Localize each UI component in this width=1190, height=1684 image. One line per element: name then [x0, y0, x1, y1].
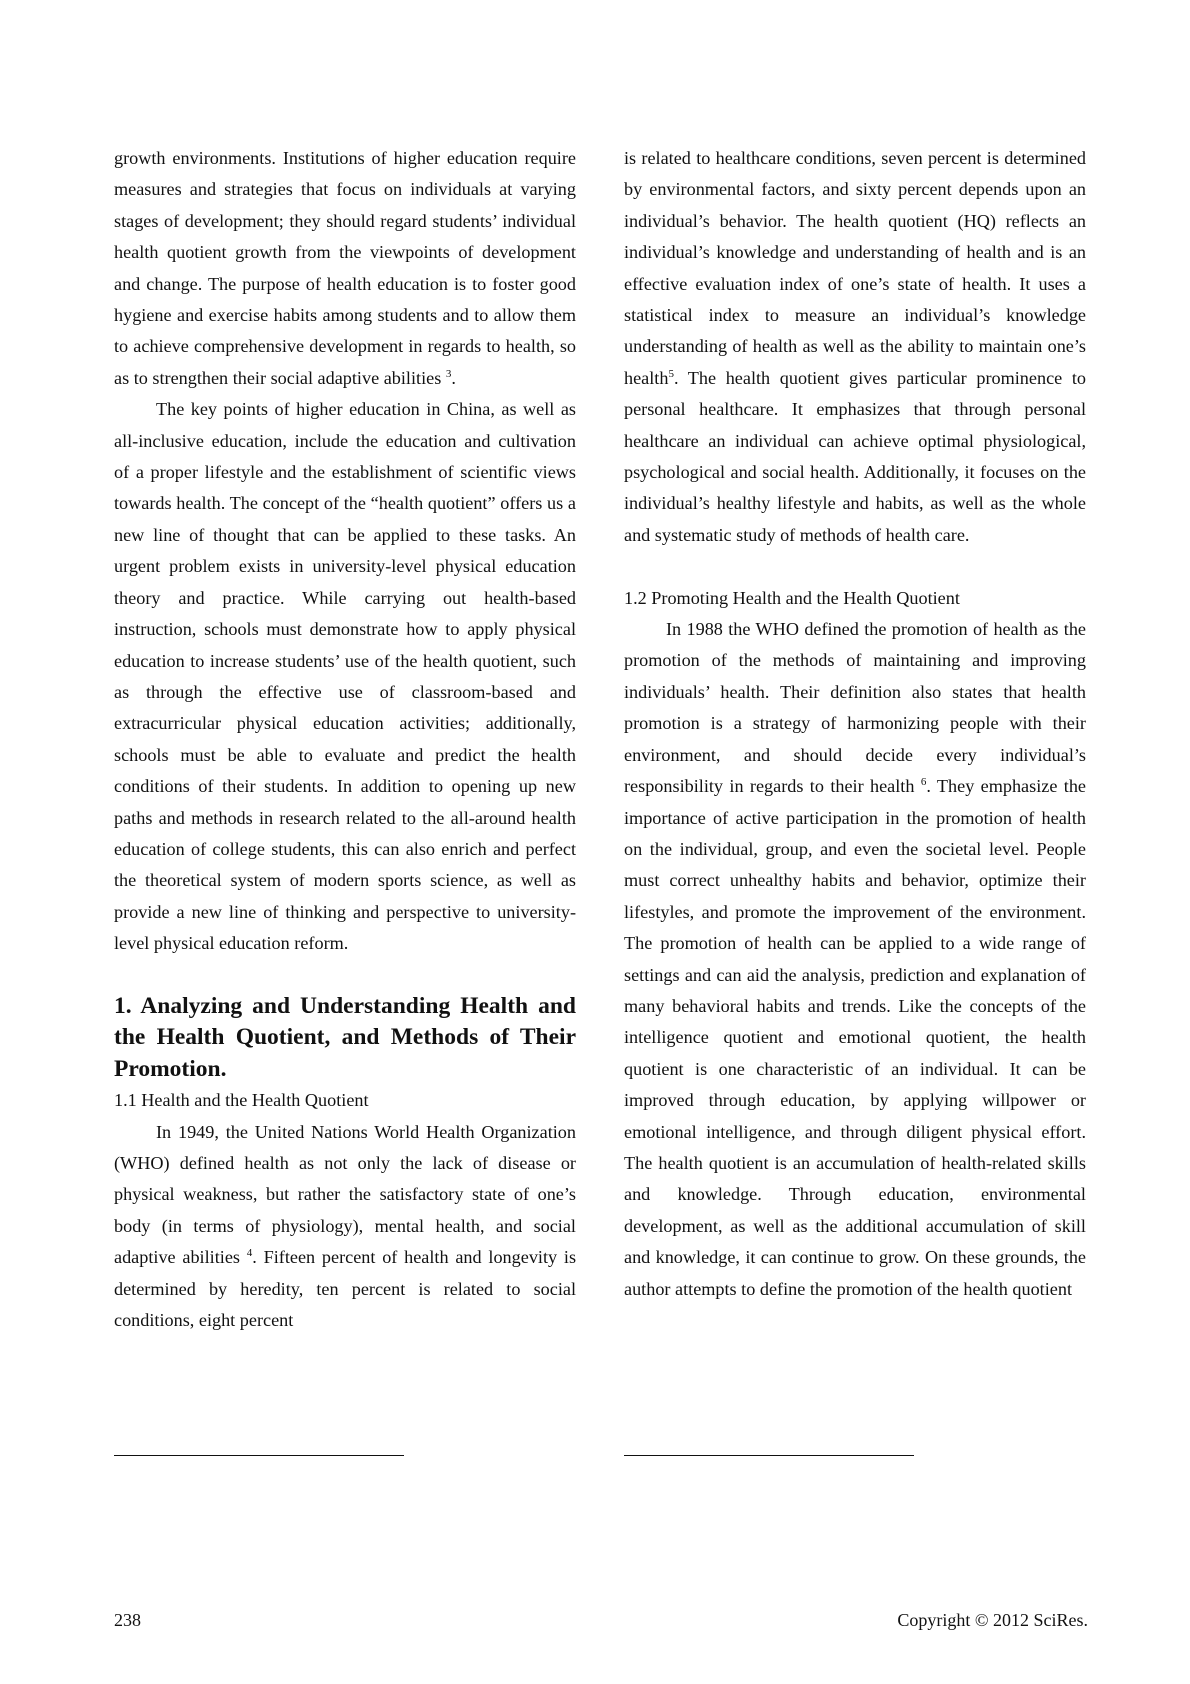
page-number: 238 [114, 1610, 141, 1630]
paragraph [624, 614, 1086, 1305]
paragraph-text: . The health quotient gives particular prominence to personal healthcare. It emphasizes that through personal healthcare an individual can achieve optimal physiological, psychological and social health. Additionally, it focuses on the individual’s healthy lifestyle and habits, as well as the whole and systematic study of methods of health care. [624, 367, 1086, 545]
paragraph: The key points of higher education in China, as well as all-inclusive education, include the education and cultivation of a proper lifestyle and the establishment of scientific views towards health. The concept of the “health quotient” offers us a new line of thought that can be applied to these tasks. An urgent problem exists in university-level physical education theory and practice. While carrying out health-based instruction, schools must demonstrate how to apply physical education to increase students’ use of the health quotient, such as through the effective use of classroom-based and extracurricular physical education activities; additionally, schools must be able to evaluate and predict the health conditions of their students. In addition to opening up new paths and methods in research related to the all-around health education of college students, this can also enrich and perfect the theoretical system of modern sports science, as well as provide a new line of thinking and perspective to university-level physical education reform. [114, 399, 576, 954]
left-column [114, 143, 576, 1336]
citation-ref: 5 [668, 367, 674, 380]
subsection-heading: 1.2 Promoting Health and the Health Quotient [624, 587, 960, 608]
citation-ref: 4 [246, 1247, 253, 1260]
paragraph [624, 143, 1086, 551]
section-heading: 1. Analyzing and Understanding Health and the Health Quotient, and Methods of Their Promotion. [114, 992, 576, 1082]
footnote-rule [624, 1455, 914, 1456]
paragraph-text: . They emphasize the importance of active participation in the promotion of health on the individual, group, and even the societal level. People must correct unhealthy habits and behavior, optimize their lifestyles, and promote the improvement of the environment. The promotion of health can be applied to a wide range of settings and can aid the analysis, prediction and explanation of many behavioral habits and trends. Like the concepts of the intelligence quotient and emotional quotient, the health quotient is one characteristic of an individual. It can be improved through education, by applying willpower or emotional intelligence, and through diligent physical effort. The health quotient is an accumulation of health-related skills and knowledge. Through education, environmental development, as well as the additional accumulation of skill and knowledge, it can continue to grow. On these grounds, the author attempts to define the promotion of the health quotient [624, 776, 1086, 1299]
paragraph: growth environments. Institutions of higher education require measures and strategies that focus on individuals at varying stages of development; they should regard students’ individual health quotient growth from the viewpoints of development and change. The purpose of health education is to foster good hygiene and exercise habits among students and to allow them to achieve comprehensive development in regards to health, so as to strengthen their social adaptive abilities $^3$. [114, 148, 576, 388]
paragraph-text: . Fifteen percent of health and longevity is determined by heredity, ten percent is related to social conditions, eight percent [114, 1247, 577, 1331]
subsection-heading: 1.1 Health and the Health Quotient [114, 1090, 369, 1111]
paragraph [114, 1117, 576, 1337]
paragraph-text: In 1988 the WHO defined the promotion of health as the promotion of the methods of maintaining and improving individuals’ health. Their definition also states that health promotion is a strategy of harmonizing people with their environment, and should decide every individual’s responsibility in regards to their health [624, 619, 1086, 797]
right-column [624, 143, 1086, 1305]
citation-ref: 3 [445, 367, 452, 380]
footnote-rule [114, 1455, 404, 1456]
paragraph-text: growth environments. Institutions of higher education require measures and strategies that focus on individuals at varying stages of development; they should regard students’ individual health quotient growth from the viewpoints of development and change. The purpose of health education is to foster good hygiene and exercise habits among students and to allow them to achieve comprehensive development in regards to health, so as to strengthen their social adaptive abilities [114, 148, 576, 388]
copyright-notice: Copyright © 2012 SciRes. [897, 1610, 1088, 1630]
paragraph-text: In 1949, the United Nations World Health Organization (WHO) defined health as not only the lack of disease or physical weakness, but rather the satisfactory state of one’s body (in terms of physiology), mental health, and social adaptive abilities [114, 1121, 576, 1268]
citation-ref: 6 [920, 776, 927, 789]
paragraph-text: is related to healthcare conditions, seven percent is determined by environmental factors, and sixty percent depends upon an individual’s behavior. The health quotient (HQ) reflects an individual’s knowledge and understanding of health and is an effective evaluation index of one’s state of health. It uses a statistical index to measure an individual’s knowledge understanding of health as well as the ability to maintain one’s health [624, 148, 1086, 388]
